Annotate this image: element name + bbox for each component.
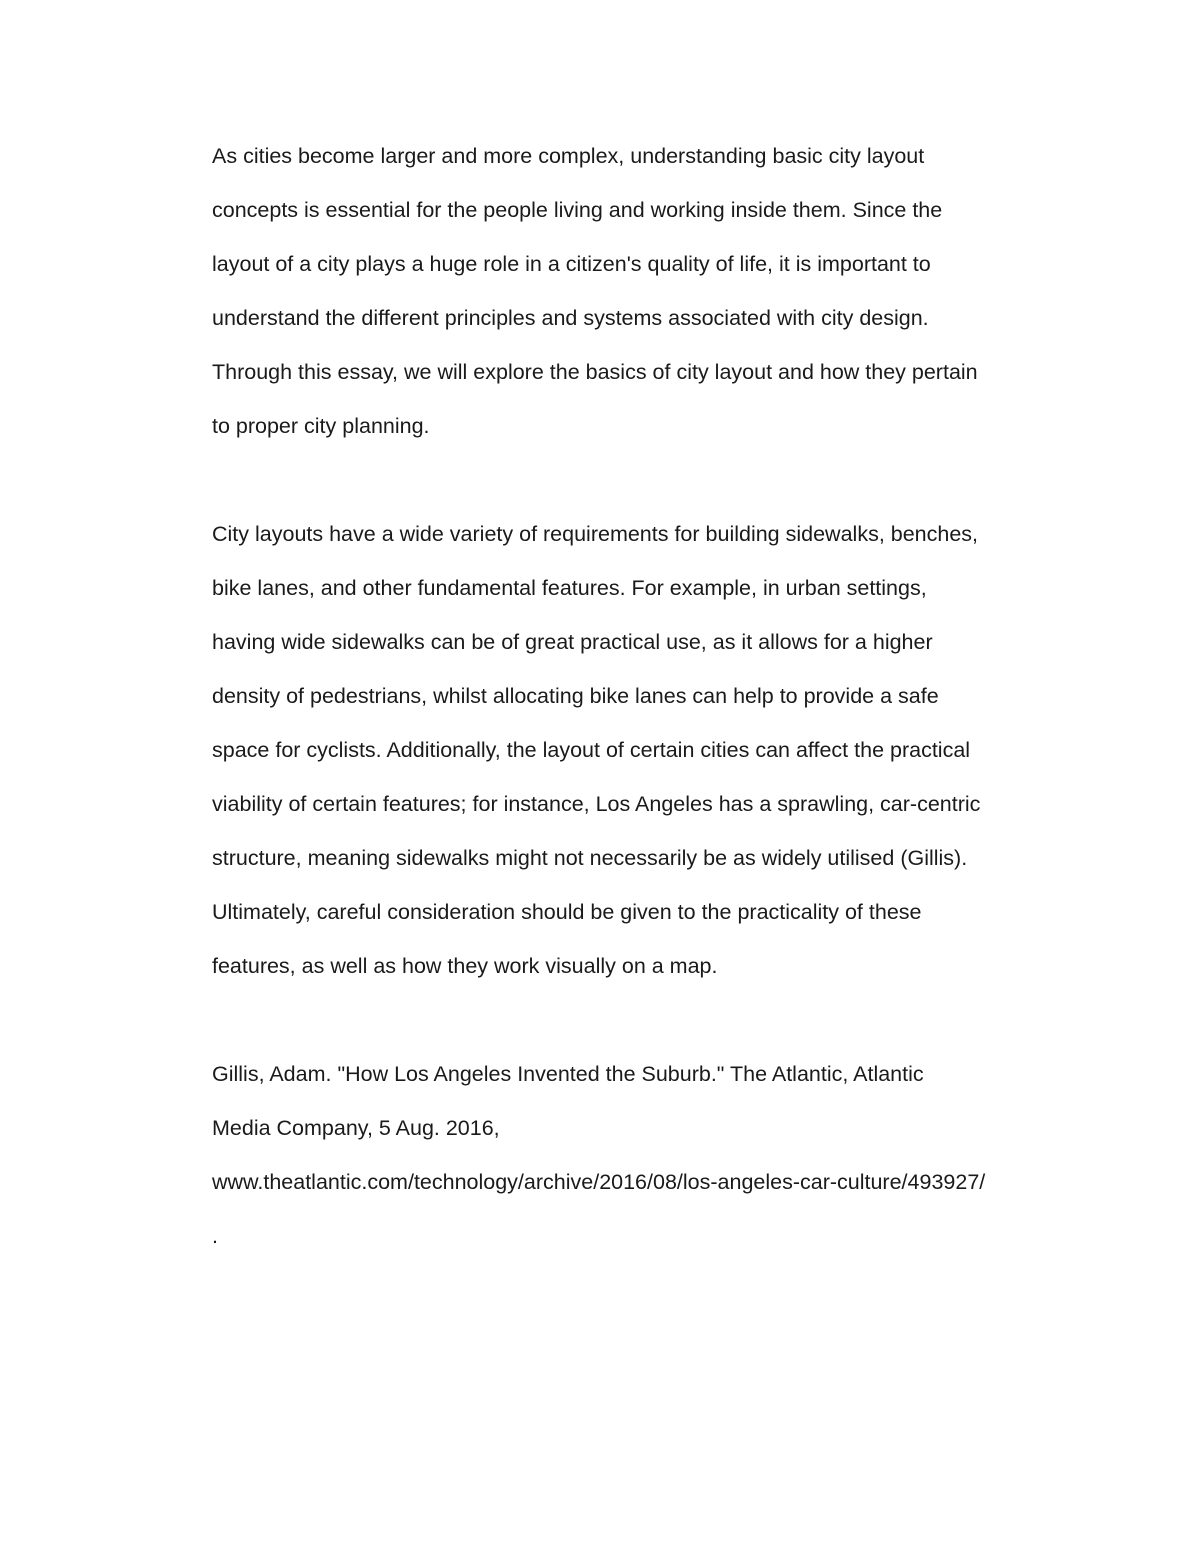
citation-line: . [212,1224,218,1248]
citation-url: www.theatlantic.com/technology/archive/2016/08/los-angeles-car-culture/493927/ [212,1170,986,1194]
text-line: to proper city planning. [212,414,430,438]
text-line: viability of certain features; for instance, Los Angeles has a sprawling, car-centric [212,792,981,816]
text-line: concepts is essential for the people living and working inside them. Since the [212,198,943,222]
paragraph-spacer [212,993,1072,1047]
text-line: bike lanes, and other fundamental features. For example, in urban settings, [212,576,927,600]
works-cited-entry [212,1047,1072,1263]
text-line: Through this essay, we will explore the basics of city layout and how they pertain [212,360,978,384]
text-line: layout of a city plays a huge role in a citizen's quality of life, it is important to [212,252,931,276]
text-line: having wide sidewalks can be of great practical use, as it allows for a higher [212,630,933,654]
text-line: As cities become larger and more complex, understanding basic city layout [212,144,925,168]
paragraph-spacer [212,453,1072,507]
text-line: City layouts have a wide variety of requirements for building sidewalks, benches, [212,522,979,546]
text-line: understand the different principles and systems associated with city design. [212,306,929,330]
text-line: structure, meaning sidewalks might not necessarily be as widely utilised (Gillis). [212,846,968,870]
body-paragraph [212,507,1072,993]
citation-line: Media Company, 5 Aug. 2016, [212,1116,500,1140]
text-line: Ultimately, careful consideration should be given to the practicality of these [212,900,922,924]
text-line: density of pedestrians, whilst allocating bike lanes can help to provide a safe [212,684,939,708]
intro-paragraph [212,129,1072,453]
text-line: space for cyclists. Additionally, the layout of certain cities can affect the practical [212,738,971,762]
text-line: features, as well as how they work visually on a map. [212,954,718,978]
citation-line: Gillis, Adam. "How Los Angeles Invented the Suburb." The Atlantic, Atlantic [212,1062,924,1086]
document-body [212,129,1072,1263]
